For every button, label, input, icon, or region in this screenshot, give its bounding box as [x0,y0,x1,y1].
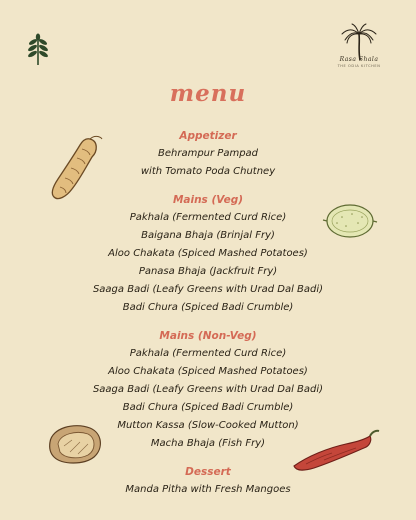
menu-item: Baigana Bhaja (Brinjal Fry) [141,230,275,241]
turmeric-root-icon [46,133,108,205]
section-heading: Mains (Veg) [172,194,244,206]
section-mains-veg [90,191,326,317]
menu-item: Aloo Chakata (Spiced Mashed Potatoes) [108,248,308,259]
menu-item: Pakhala (Fermented Curd Rice) [129,348,287,359]
section-heading: Dessert [185,466,231,478]
menu-item: Pakhala (Fermented Curd Rice) [129,212,287,223]
menu-item: with Tomato Poda Chutney [140,166,276,177]
menu-item: Aloo Chakata (Spiced Mashed Potatoes) [108,366,308,377]
brand-name: Rasa Shala [339,56,379,63]
menu-item: Saaga Badi (Leafy Greens with Urad Dal Badi) [92,384,324,395]
page-title: menu [169,80,247,107]
menu-item: Badi Chura (Spiced Badi Crumble) [122,402,294,413]
menu-item: Panasa Bhaja (Jackfruit Fry) [138,266,278,277]
leaf-logo-icon [26,32,50,66]
section-heading: Mains (Non-Veg) [159,330,257,342]
menu-item: Saaga Badi (Leafy Greens with Urad Dal Badi) [92,284,324,295]
palm-tree-icon [339,22,379,60]
menu-item: Macha Bhaja (Fish Fry) [150,438,266,449]
brand-logo [322,22,396,76]
menu-item: Behrampur Pampad [157,148,259,159]
section-appetizer [90,127,326,181]
section-heading: Appetizer [179,130,237,142]
dried-nut-icon [44,420,106,466]
menu-item: Manda Pitha with Fresh Mangoes [125,484,291,495]
brand-tagline: THE ODIA KITCHEN [337,64,381,68]
menu-item: Mutton Kassa (Slow-Cooked Mutton) [117,420,299,431]
menu-item: Badi Chura (Spiced Badi Crumble) [122,302,294,313]
red-chili-icon [284,426,382,478]
lime-icon [322,199,380,243]
